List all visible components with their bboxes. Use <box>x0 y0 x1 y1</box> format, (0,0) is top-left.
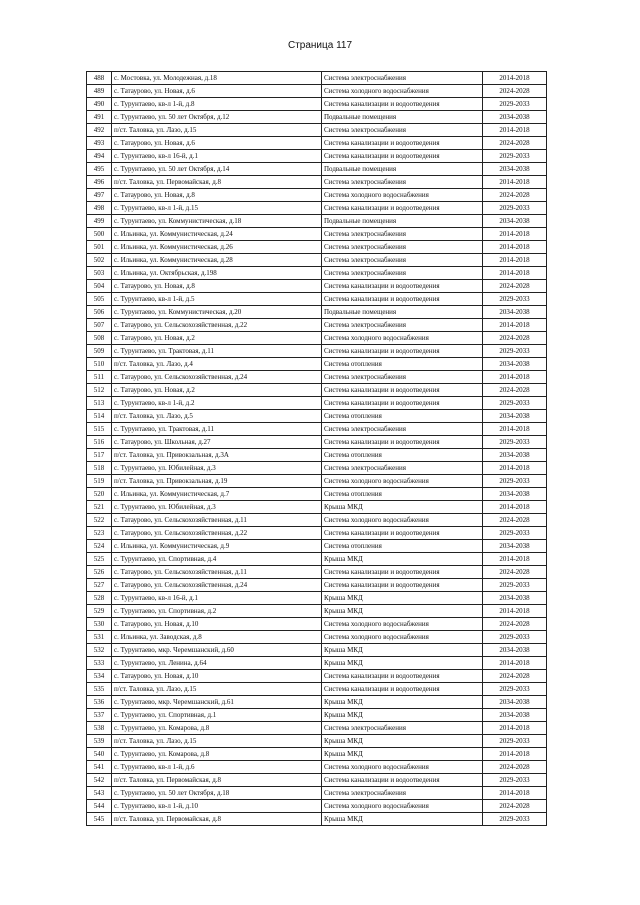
address-cell: с. Ильинка, ул. Коммунистическая, д.28 <box>112 254 322 267</box>
address-cell: с. Турунтаево, мкр. Черемшанский, д.60 <box>112 644 322 657</box>
row-number-cell: 494 <box>87 150 112 163</box>
years-cell: 2014-2018 <box>483 176 547 189</box>
address-cell: с. Турунтаево, ул. Ленина, д.64 <box>112 657 322 670</box>
table-row <box>87 722 547 735</box>
address-cell: с. Турунтаево, ул. Комарова, д.8 <box>112 748 322 761</box>
system-cell: Крыша МКД <box>322 813 483 826</box>
table-row <box>87 514 547 527</box>
address-cell: с. Турунтаево, кв-л 16-й, д.1 <box>112 150 322 163</box>
row-number-cell: 506 <box>87 306 112 319</box>
table-row <box>87 592 547 605</box>
table-row <box>87 709 547 722</box>
address-cell: с. Татаурово, ул. Сельскохозяйственная, д.24 <box>112 371 322 384</box>
address-cell: с. Татаурово, ул. Сельскохозяйственная, д.24 <box>112 579 322 592</box>
years-cell: 2024-2028 <box>483 189 547 202</box>
address-cell: с. Турунтаево, ул. Спортивная, д.2 <box>112 605 322 618</box>
row-number-cell: 517 <box>87 449 112 462</box>
address-cell: п/ст. Таловка, ул. Первомайская, д.8 <box>112 176 322 189</box>
table-row <box>87 618 547 631</box>
row-number-cell: 544 <box>87 800 112 813</box>
years-cell: 2029-2033 <box>483 813 547 826</box>
years-cell: 2024-2028 <box>483 566 547 579</box>
address-cell: п/ст. Таловка, ул. Лазо, д.15 <box>112 124 322 137</box>
system-cell: Система канализации и водоотведения <box>322 345 483 358</box>
table-row <box>87 813 547 826</box>
system-cell: Крыша МКД <box>322 553 483 566</box>
table-row <box>87 657 547 670</box>
row-number-cell: 512 <box>87 384 112 397</box>
years-cell: 2014-2018 <box>483 462 547 475</box>
address-cell: с. Турунтаево, ул. Коммунистическая, д.18 <box>112 215 322 228</box>
table-row <box>87 501 547 514</box>
system-cell: Система канализации и водоотведения <box>322 774 483 787</box>
row-number-cell: 525 <box>87 553 112 566</box>
address-cell: п/ст. Таловка, ул. Лазо, д.15 <box>112 683 322 696</box>
system-cell: Система электроснабжения <box>322 371 483 384</box>
system-cell: Крыша МКД <box>322 735 483 748</box>
table-row <box>87 72 547 85</box>
years-cell: 2034-2038 <box>483 306 547 319</box>
system-cell: Система электроснабжения <box>322 124 483 137</box>
years-cell: 2034-2038 <box>483 215 547 228</box>
years-cell: 2029-2033 <box>483 293 547 306</box>
table-row <box>87 345 547 358</box>
row-number-cell: 526 <box>87 566 112 579</box>
table-row <box>87 176 547 189</box>
address-cell: с. Турунтаево, ул. 50 лет Октября, д.14 <box>112 163 322 176</box>
table-row <box>87 787 547 800</box>
address-cell: п/ст. Таловка, ул. Лазо, д.15 <box>112 735 322 748</box>
years-cell: 2029-2033 <box>483 150 547 163</box>
years-cell: 2029-2033 <box>483 436 547 449</box>
address-cell: с. Турунтаево, кв-л 1-й, д.10 <box>112 800 322 813</box>
years-cell: 2029-2033 <box>483 683 547 696</box>
table-row <box>87 553 547 566</box>
table-row <box>87 449 547 462</box>
system-cell: Система канализации и водоотведения <box>322 280 483 293</box>
address-cell: с. Турунтаево, ул. Спортивная, д.1 <box>112 709 322 722</box>
address-cell: с. Татаурово, ул. Сельскохозяйственная, д.22 <box>112 319 322 332</box>
page-header: Страница 117 <box>287 40 353 51</box>
row-number-cell: 509 <box>87 345 112 358</box>
years-cell: 2029-2033 <box>483 631 547 644</box>
row-number-cell: 530 <box>87 618 112 631</box>
address-cell: с. Ильинка, ул. Коммунистическая, д.7 <box>112 488 322 501</box>
system-cell: Система электроснабжения <box>322 319 483 332</box>
address-cell: с. Татаурово, ул. Сельскохозяйственная, д.22 <box>112 527 322 540</box>
row-number-cell: 490 <box>87 98 112 111</box>
years-cell: 2014-2018 <box>483 501 547 514</box>
years-cell: 2034-2038 <box>483 644 547 657</box>
system-cell: Крыша МКД <box>322 592 483 605</box>
years-cell: 2014-2018 <box>483 722 547 735</box>
row-number-cell: 505 <box>87 293 112 306</box>
table-row <box>87 111 547 124</box>
address-cell: с. Татаурово, ул. Сельскохозяйственная, д.11 <box>112 514 322 527</box>
row-number-cell: 542 <box>87 774 112 787</box>
address-cell: с. Татаурово, ул. Новая, д.6 <box>112 85 322 98</box>
years-cell: 2034-2038 <box>483 488 547 501</box>
table-row <box>87 696 547 709</box>
system-cell: Крыша МКД <box>322 657 483 670</box>
address-cell: с. Ильинка, ул. Заводская, д.8 <box>112 631 322 644</box>
row-number-cell: 534 <box>87 670 112 683</box>
row-number-cell: 499 <box>87 215 112 228</box>
row-number-cell: 521 <box>87 501 112 514</box>
address-cell: с. Татаурово, ул. Новая, д.10 <box>112 670 322 683</box>
system-cell: Система электроснабжения <box>322 176 483 189</box>
row-number-cell: 518 <box>87 462 112 475</box>
system-cell: Подвальные помещения <box>322 163 483 176</box>
system-cell: Подвальные помещения <box>322 215 483 228</box>
system-cell: Система холодного водоснабжения <box>322 761 483 774</box>
years-cell: 2014-2018 <box>483 319 547 332</box>
address-cell: с. Турунтаево, кв-л 1-й, д.6 <box>112 761 322 774</box>
table-row <box>87 137 547 150</box>
years-cell: 2034-2038 <box>483 592 547 605</box>
row-number-cell: 515 <box>87 423 112 436</box>
address-cell: с. Татаурово, ул. Новая, д.2 <box>112 384 322 397</box>
row-number-cell: 531 <box>87 631 112 644</box>
system-cell: Система отопления <box>322 488 483 501</box>
system-cell: Система канализации и водоотведения <box>322 566 483 579</box>
system-cell: Система канализации и водоотведения <box>322 384 483 397</box>
system-cell: Система электроснабжения <box>322 254 483 267</box>
system-cell: Система отопления <box>322 358 483 371</box>
years-cell: 2024-2028 <box>483 618 547 631</box>
years-cell: 2029-2033 <box>483 579 547 592</box>
years-cell: 2024-2028 <box>483 137 547 150</box>
table-row <box>87 735 547 748</box>
address-cell: п/ст. Таловка, ул. Первомайская, д.8 <box>112 813 322 826</box>
table-row <box>87 683 547 696</box>
system-cell: Система холодного водоснабжения <box>322 514 483 527</box>
table-row <box>87 566 547 579</box>
address-cell: с. Турунтаево, ул. Юбилейная, д.3 <box>112 501 322 514</box>
system-cell: Крыша МКД <box>322 709 483 722</box>
address-cell: с. Турунтаево, ул. Спортивная, д.4 <box>112 553 322 566</box>
system-cell: Крыша МКД <box>322 696 483 709</box>
row-number-cell: 524 <box>87 540 112 553</box>
system-cell: Система электроснабжения <box>322 72 483 85</box>
row-number-cell: 504 <box>87 280 112 293</box>
row-number-cell: 533 <box>87 657 112 670</box>
table-row <box>87 631 547 644</box>
table-row <box>87 800 547 813</box>
system-cell: Подвальные помещения <box>322 306 483 319</box>
system-cell: Система канализации и водоотведения <box>322 137 483 150</box>
years-cell: 2014-2018 <box>483 657 547 670</box>
row-number-cell: 528 <box>87 592 112 605</box>
table-row <box>87 579 547 592</box>
address-cell: с. Турунтаево, ул. Коммунистическая, д.20 <box>112 306 322 319</box>
table-row <box>87 384 547 397</box>
years-cell: 2029-2033 <box>483 397 547 410</box>
system-cell: Система холодного водоснабжения <box>322 475 483 488</box>
years-cell: 2029-2033 <box>483 735 547 748</box>
years-cell: 2034-2038 <box>483 163 547 176</box>
row-number-cell: 537 <box>87 709 112 722</box>
table-row <box>87 150 547 163</box>
row-number-cell: 543 <box>87 787 112 800</box>
row-number-cell: 540 <box>87 748 112 761</box>
system-cell: Система электроснабжения <box>322 462 483 475</box>
row-number-cell: 507 <box>87 319 112 332</box>
system-cell: Система холодного водоснабжения <box>322 189 483 202</box>
system-cell: Система электроснабжения <box>322 241 483 254</box>
years-cell: 2034-2038 <box>483 540 547 553</box>
row-number-cell: 532 <box>87 644 112 657</box>
system-cell: Крыша МКД <box>322 644 483 657</box>
table-row <box>87 358 547 371</box>
row-number-cell: 491 <box>87 111 112 124</box>
years-cell: 2034-2038 <box>483 358 547 371</box>
years-cell: 2024-2028 <box>483 514 547 527</box>
system-cell: Система канализации и водоотведения <box>322 397 483 410</box>
row-number-cell: 489 <box>87 85 112 98</box>
system-cell: Система отопления <box>322 540 483 553</box>
years-cell: 2024-2028 <box>483 384 547 397</box>
table-row <box>87 85 547 98</box>
years-cell: 2014-2018 <box>483 553 547 566</box>
table-body <box>87 72 547 826</box>
table-row <box>87 748 547 761</box>
row-number-cell: 539 <box>87 735 112 748</box>
system-cell: Система канализации и водоотведения <box>322 436 483 449</box>
address-cell: с. Татаурово, ул. Новая, д.2 <box>112 332 322 345</box>
address-cell: п/ст. Таловка, ул. Лазо, д.5 <box>112 410 322 423</box>
table-row <box>87 241 547 254</box>
address-cell: с. Турунтаево, ул. 50 лет Октября, д.18 <box>112 787 322 800</box>
system-cell: Система отопления <box>322 410 483 423</box>
years-cell: 2029-2033 <box>483 527 547 540</box>
system-cell: Система отопления <box>322 449 483 462</box>
address-cell: с. Татаурово, ул. Сельскохозяйственная, д.11 <box>112 566 322 579</box>
table-row <box>87 319 547 332</box>
system-cell: Система холодного водоснабжения <box>322 800 483 813</box>
row-number-cell: 500 <box>87 228 112 241</box>
years-cell: 2014-2018 <box>483 241 547 254</box>
address-cell: с. Татаурово, ул. Школьная, д.27 <box>112 436 322 449</box>
row-number-cell: 503 <box>87 267 112 280</box>
address-cell: с. Турунтаево, ул. Комарова, д.8 <box>112 722 322 735</box>
system-cell: Система электроснабжения <box>322 722 483 735</box>
row-number-cell: 493 <box>87 137 112 150</box>
years-cell: 2024-2028 <box>483 332 547 345</box>
system-cell: Система канализации и водоотведения <box>322 527 483 540</box>
system-cell: Система холодного водоснабжения <box>322 85 483 98</box>
table-row <box>87 774 547 787</box>
row-number-cell: 510 <box>87 358 112 371</box>
table-row <box>87 644 547 657</box>
row-number-cell: 508 <box>87 332 112 345</box>
address-cell: с. Турунтаево, ул. Трактовая, д.11 <box>112 423 322 436</box>
address-cell: п/ст. Таловка, ул. Привокзальная, д.3А <box>112 449 322 462</box>
table-row <box>87 332 547 345</box>
address-cell: с. Турунтаево, кв-л 1-й, д.2 <box>112 397 322 410</box>
table-row <box>87 98 547 111</box>
address-cell: с. Ильинка, ул. Коммунистическая, д.9 <box>112 540 322 553</box>
table-row <box>87 436 547 449</box>
years-cell: 2034-2038 <box>483 111 547 124</box>
table-row <box>87 293 547 306</box>
address-cell: с. Ильинка, ул. Коммунистическая, д.26 <box>112 241 322 254</box>
years-cell: 2029-2033 <box>483 475 547 488</box>
repair-schedule-table <box>86 71 547 826</box>
years-cell: 2014-2018 <box>483 371 547 384</box>
table-row <box>87 124 547 137</box>
years-cell: 2034-2038 <box>483 449 547 462</box>
years-cell: 2014-2018 <box>483 228 547 241</box>
table-row <box>87 423 547 436</box>
years-cell: 2034-2038 <box>483 709 547 722</box>
row-number-cell: 523 <box>87 527 112 540</box>
table-row <box>87 475 547 488</box>
row-number-cell: 488 <box>87 72 112 85</box>
system-cell: Крыша МКД <box>322 605 483 618</box>
address-cell: с. Турунтаево, кв-л 16-й, д.1 <box>112 592 322 605</box>
table-row <box>87 280 547 293</box>
row-number-cell: 522 <box>87 514 112 527</box>
row-number-cell: 495 <box>87 163 112 176</box>
row-number-cell: 538 <box>87 722 112 735</box>
years-cell: 2029-2033 <box>483 774 547 787</box>
row-number-cell: 516 <box>87 436 112 449</box>
address-cell: с. Татаурово, ул. Новая, д.8 <box>112 189 322 202</box>
years-cell: 2014-2018 <box>483 748 547 761</box>
table-row <box>87 202 547 215</box>
table-row <box>87 397 547 410</box>
address-cell: п/ст. Таловка, ул. Лазо, д.4 <box>112 358 322 371</box>
address-cell: с. Татаурово, ул. Новая, д.10 <box>112 618 322 631</box>
table-row <box>87 410 547 423</box>
row-number-cell: 541 <box>87 761 112 774</box>
table-row <box>87 605 547 618</box>
system-cell: Система канализации и водоотведения <box>322 150 483 163</box>
row-number-cell: 497 <box>87 189 112 202</box>
years-cell: 2024-2028 <box>483 280 547 293</box>
address-cell: с. Ильинка, ул. Октябрьская, д.198 <box>112 267 322 280</box>
system-cell: Система канализации и водоотведения <box>322 293 483 306</box>
years-cell: 2024-2028 <box>483 85 547 98</box>
table-row <box>87 670 547 683</box>
system-cell: Система канализации и водоотведения <box>322 670 483 683</box>
row-number-cell: 501 <box>87 241 112 254</box>
years-cell: 2029-2033 <box>483 98 547 111</box>
address-cell: с. Турунтаево, кв-л 1-й, д.8 <box>112 98 322 111</box>
row-number-cell: 529 <box>87 605 112 618</box>
table-row <box>87 215 547 228</box>
table-row <box>87 189 547 202</box>
address-cell: с. Татаурово, ул. Новая, д.8 <box>112 280 322 293</box>
years-cell: 2034-2038 <box>483 410 547 423</box>
system-cell: Подвальные помещения <box>322 111 483 124</box>
years-cell: 2034-2038 <box>483 696 547 709</box>
row-number-cell: 536 <box>87 696 112 709</box>
years-cell: 2024-2028 <box>483 761 547 774</box>
table-row <box>87 254 547 267</box>
system-cell: Система канализации и водоотведения <box>322 579 483 592</box>
years-cell: 2029-2033 <box>483 202 547 215</box>
row-number-cell: 545 <box>87 813 112 826</box>
years-cell: 2014-2018 <box>483 124 547 137</box>
table-row <box>87 462 547 475</box>
row-number-cell: 492 <box>87 124 112 137</box>
years-cell: 2014-2018 <box>483 787 547 800</box>
address-cell: с. Татаурово, ул. Новая, д.6 <box>112 137 322 150</box>
table-row <box>87 306 547 319</box>
system-cell: Крыша МКД <box>322 748 483 761</box>
table-row <box>87 761 547 774</box>
table-row <box>87 540 547 553</box>
years-cell: 2014-2018 <box>483 72 547 85</box>
system-cell: Система канализации и водоотведения <box>322 202 483 215</box>
system-cell: Система электроснабжения <box>322 228 483 241</box>
address-cell: с. Турунтаево, кв-л 1-й, д.15 <box>112 202 322 215</box>
row-number-cell: 527 <box>87 579 112 592</box>
row-number-cell: 519 <box>87 475 112 488</box>
row-number-cell: 498 <box>87 202 112 215</box>
address-cell: с. Турунтаево, ул. Юбилейная, д.3 <box>112 462 322 475</box>
years-cell: 2029-2033 <box>483 345 547 358</box>
address-cell: п/ст. Таловка, ул. Привокзальная, д.19 <box>112 475 322 488</box>
address-cell: с. Турунтаево, ул. Трактовая, д.11 <box>112 345 322 358</box>
years-cell: 2014-2018 <box>483 605 547 618</box>
table-row <box>87 371 547 384</box>
system-cell: Система электроснабжения <box>322 267 483 280</box>
system-cell: Система электроснабжения <box>322 423 483 436</box>
row-number-cell: 520 <box>87 488 112 501</box>
row-number-cell: 514 <box>87 410 112 423</box>
years-cell: 2024-2028 <box>483 670 547 683</box>
row-number-cell: 535 <box>87 683 112 696</box>
address-cell: с. Турунтаево, мкр. Черемшанский, д.61 <box>112 696 322 709</box>
row-number-cell: 496 <box>87 176 112 189</box>
table-row <box>87 228 547 241</box>
address-cell: с. Турунтаево, ул. 50 лет Октября, д.12 <box>112 111 322 124</box>
system-cell: Система канализации и водоотведения <box>322 683 483 696</box>
address-cell: с. Турунтаево, кв-л 1-й, д.5 <box>112 293 322 306</box>
table-row <box>87 527 547 540</box>
system-cell: Система электроснабжения <box>322 787 483 800</box>
years-cell: 2014-2018 <box>483 423 547 436</box>
address-cell: п/ст. Таловка, ул. Первомайская, д.8 <box>112 774 322 787</box>
row-number-cell: 511 <box>87 371 112 384</box>
years-cell: 2014-2018 <box>483 254 547 267</box>
table-row <box>87 488 547 501</box>
years-cell: 2014-2018 <box>483 267 547 280</box>
system-cell: Крыша МКД <box>322 501 483 514</box>
row-number-cell: 513 <box>87 397 112 410</box>
system-cell: Система канализации и водоотведения <box>322 98 483 111</box>
years-cell: 2024-2028 <box>483 800 547 813</box>
system-cell: Система холодного водоснабжения <box>322 332 483 345</box>
row-number-cell: 502 <box>87 254 112 267</box>
address-cell: с. Ильинка, ул. Коммунистическая, д.24 <box>112 228 322 241</box>
system-cell: Система холодного водоснабжения <box>322 631 483 644</box>
system-cell: Система холодного водоснабжения <box>322 618 483 631</box>
table-row <box>87 267 547 280</box>
address-cell: с. Мостовка, ул. Молодежная, д.18 <box>112 72 322 85</box>
table-row <box>87 163 547 176</box>
